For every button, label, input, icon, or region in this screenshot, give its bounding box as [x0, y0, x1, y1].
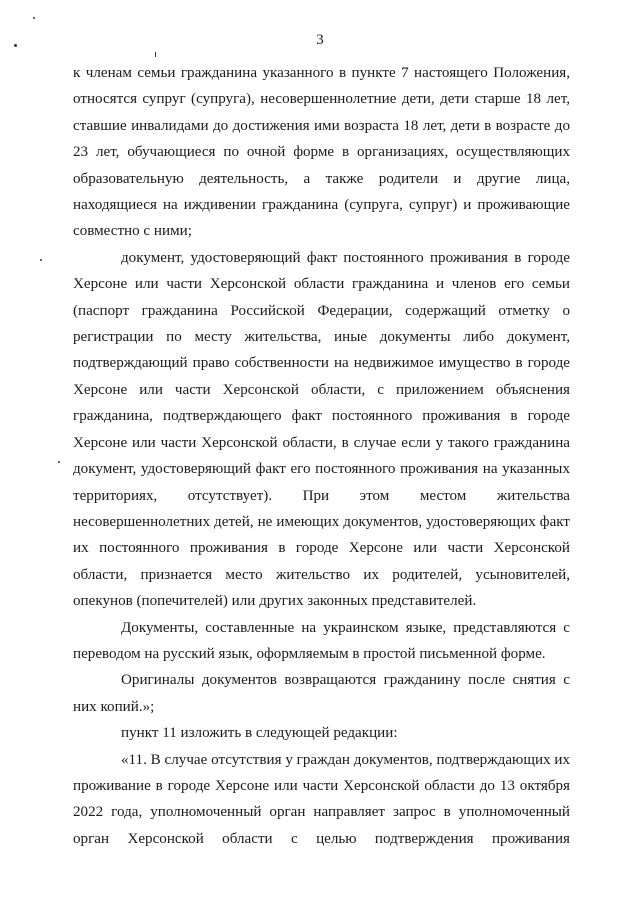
paragraph-ukrainian-documents: Документы, составленные на украинском языке, представляются с переводом на русский язык, оформляемым в простой письменной форме. — [73, 619, 570, 662]
paragraph-originals-returned: Оригиналы документов возвращаются гражданину после снятия с них копий.»; — [73, 672, 570, 715]
scan-speck — [33, 17, 35, 19]
scan-speck — [155, 52, 156, 57]
scan-speck — [40, 259, 42, 261]
scan-speck — [14, 44, 17, 47]
paragraph-residence-document: документ, удостоверяющий факт постоянного проживания в городе Херсоне или части Херсонской области гражданина и членов его семьи (паспорт гражданина Российской Федерации, содержащий отметку о регистрации по месту жительства, иные документы либо документ, подтверждающий право собственности на недвижимое имущество в городе Херсоне или части Херсонской области, с приложением объяснения гражданина, подтверждающего факт постоянного проживания в городе Херсоне или части Херсонской области, в случае если у такого гражданина документ, удостоверяющий факт его постоянного проживания на указанных территориях, отсутствует). При этом местом жительства несовершеннолетних детей, не имеющих документов, удостоверяющих факт их постоянного проживания в городе Херсоне или части Херсонской области, признается место жительство их родителей, усыновителей, опекунов (попечителей) или других законных представителей. — [73, 249, 570, 610]
document-body — [73, 60, 570, 852]
paragraph-point-11-text: «11. В случае отсутствия у граждан документов, подтверждающих их проживание в городе Херсоне или части Херсонской области до 13 октября 2022 года, уполномоченный орган направляет запрос в уполномоченный орган Херсонской области с целью подтверждения проживания — [73, 751, 570, 847]
page-number: 3 — [316, 32, 324, 48]
scan-speck — [58, 461, 60, 463]
paragraph-point-11-heading: пункт 11 изложить в следующей редакции: — [121, 725, 398, 742]
paragraph-family-members: к членам семьи гражданина указанного в пункте 7 настоящего Положения, относятся супруг (супруга), несовершеннолетние дети, дети старше 18 лет, ставшие инвалидами до достижения ими возраста 18 лет, дети в возрасте до 23 лет, обучающиеся по очной форме в организациях, осуществляющих образовательную деятельность, а также родители и другие лица, находящиеся на иждивении гражданина (супруга, супруг) и проживающие совместно с ними; — [73, 65, 570, 240]
